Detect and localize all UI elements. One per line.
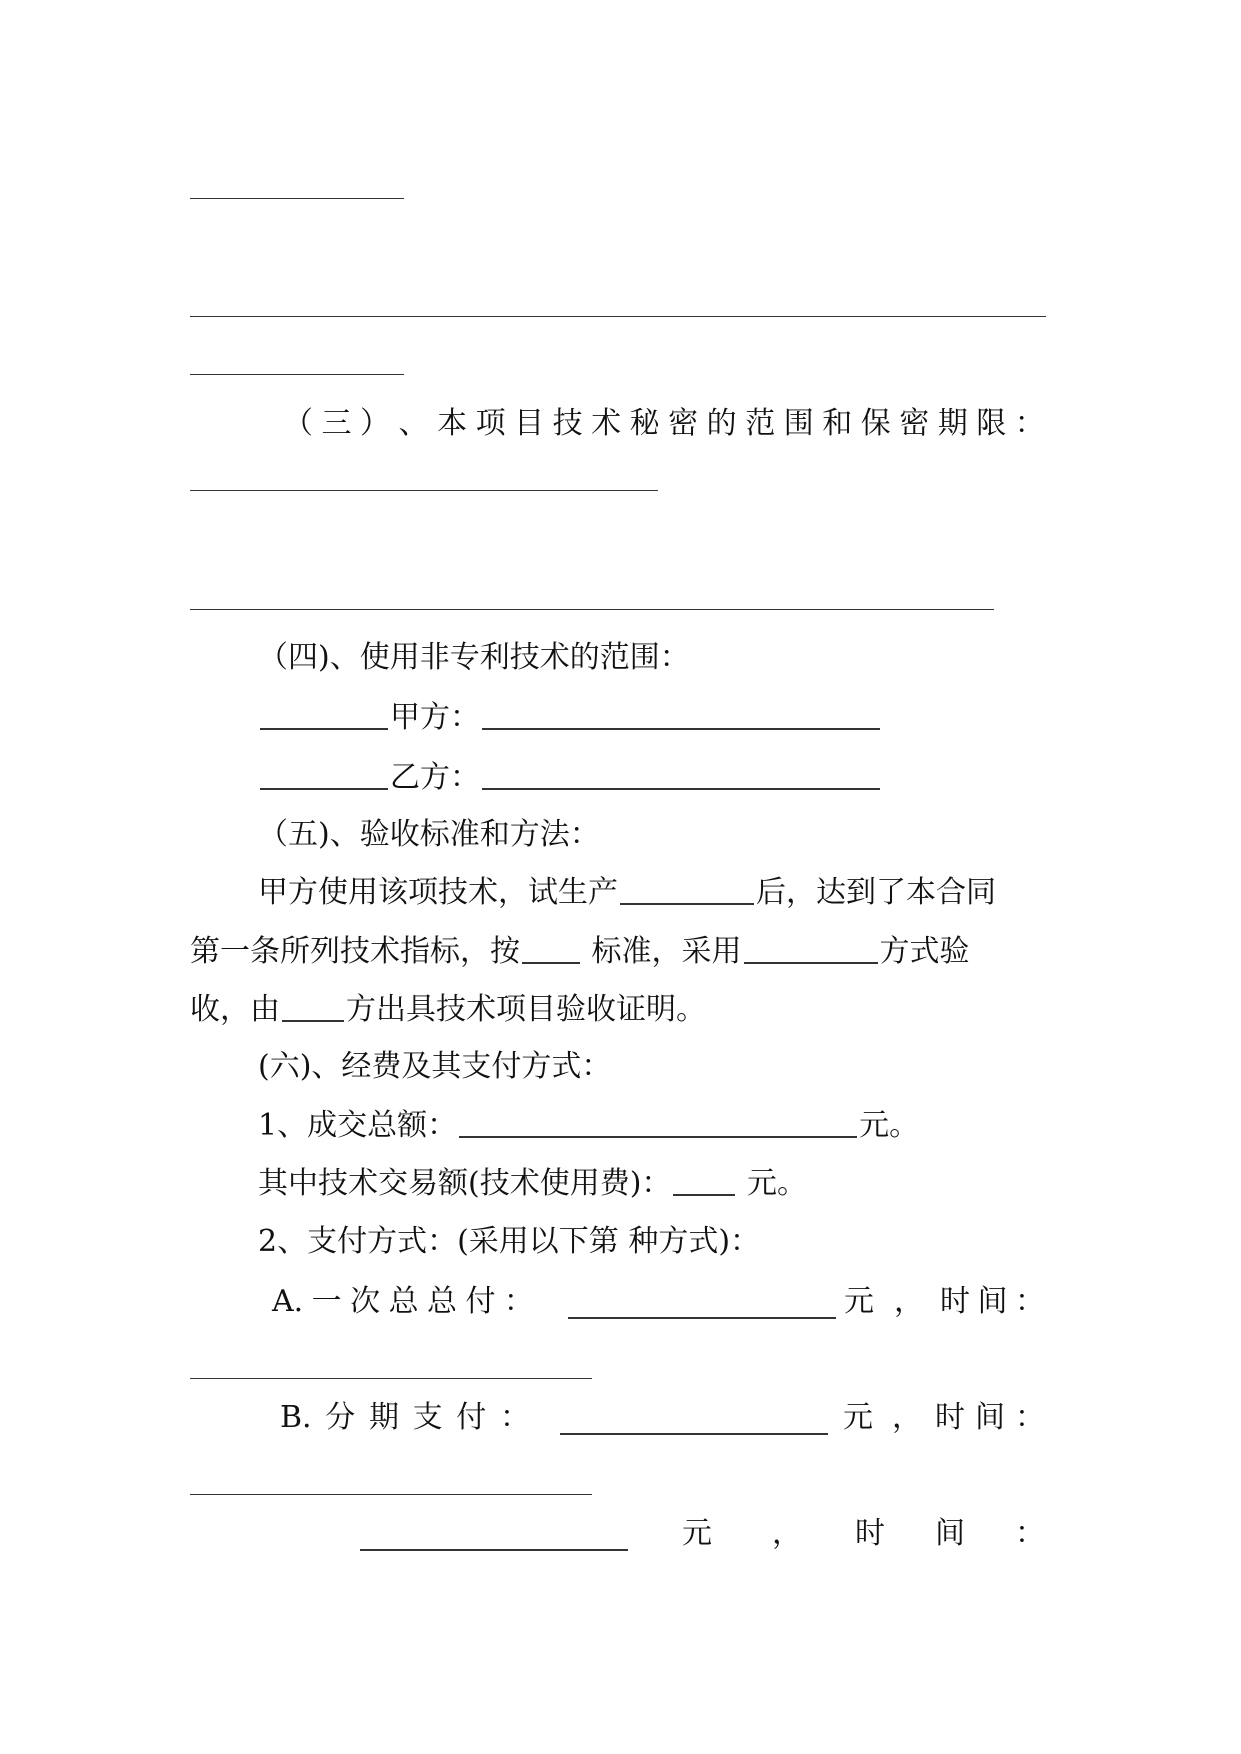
fill-blank [459,1136,857,1138]
fill-blank [260,788,388,790]
fill-blank [282,1020,344,1022]
blank-line [190,1378,592,1379]
blank-line [190,316,1046,317]
party-b-label: 乙方： [390,760,480,795]
fill-blank [482,788,880,790]
section-four-heading: （四)、使用非专利技术的范围： [258,640,690,675]
fill-blank [673,1194,735,1196]
blank-line [190,198,404,199]
section-five-heading: （五)、验收标准和方法： [258,817,600,852]
para-line: 收，由 方出具技术项目验收证明。 [190,992,706,1027]
installment-row: 元 ， 时 间 ： [360,1514,1045,1554]
blank-line [190,1494,592,1495]
total-amount-row: 1、成交总额： 元。 [258,1108,920,1143]
fill-blank [560,1433,828,1435]
blank-line [190,374,404,375]
section-six-heading: (六)、经费及其支付方式： [258,1049,612,1084]
fill-blank [482,728,880,730]
section-three-heading: （ 三 ） 、 本 项 目 技 术 秘 密 的 范 围 和 保 密 期 限 ： [283,406,1045,441]
fill-blank [360,1549,628,1551]
option-b-row: B. 分 期 支 付 ： 元 ， 时 间 ： [280,1400,1045,1435]
fill-blank [620,903,754,905]
party-b-row [258,758,882,798]
blank-line [190,490,658,491]
fill-blank [744,962,878,964]
blank-line [190,609,994,610]
fill-blank [260,728,388,730]
payment-method-row: 2、支付方式：(采用以下第 种方式)： [258,1224,761,1259]
fill-blank [522,962,580,964]
fill-blank [568,1317,836,1319]
para-line: 第一条所列技术指标，按 标准，采用 方式验 [190,934,970,969]
para-line: 甲方使用该项技术，试生产 后，达到了本合同 [258,875,996,910]
option-a-row: A. 一 次 总 总 付 ： 元 ， 时 间 ： [272,1284,1045,1319]
party-a-label: 甲方： [390,700,480,735]
party-a-row [258,698,882,738]
tech-fee-row: 其中技术交易额(技术使用费)： 元。 [258,1166,807,1201]
